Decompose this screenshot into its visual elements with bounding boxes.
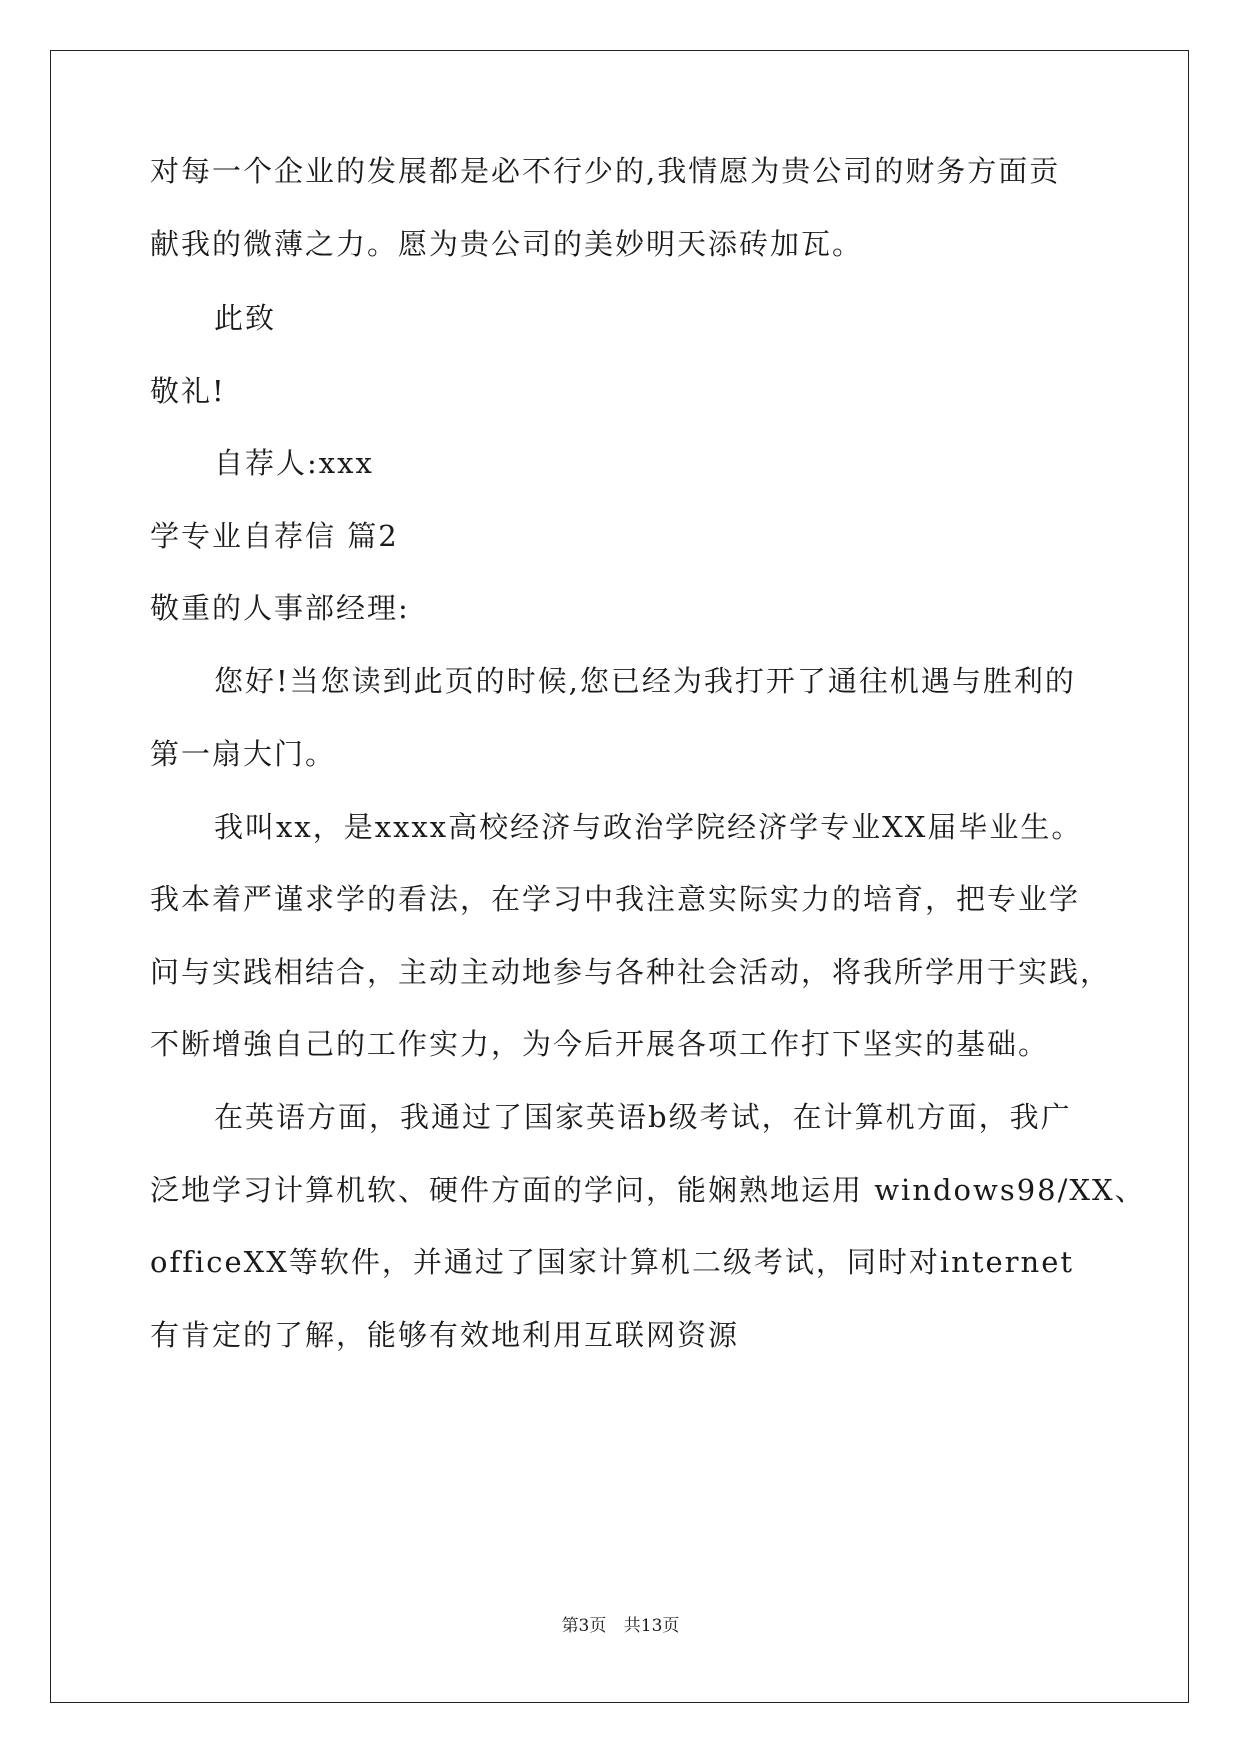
body-line: 泛地学习计算机软、硬件方面的学问，能娴熟地运用 windows98/XX、 xyxy=(150,1173,1146,1207)
page-number: 第3页 xyxy=(561,1616,607,1636)
body-line: 第一扇大门。 xyxy=(150,737,337,771)
body-line: 对每一个企业的发展都是必不行少的,我情愿为贵公司的财务方面贡 xyxy=(150,154,1061,188)
body-line: 您好!当您读到此页的时候,您已经为我打开了通往机遇与胜利的 xyxy=(214,664,1076,698)
body-line: 问与实践相结合，主动主动地参与各种社会活动，将我所学用于实践， xyxy=(150,955,1112,989)
signature-line: 自荐人:xxx xyxy=(214,446,374,480)
body-line: 有肯定的了解，能够有效地利用互联网资源 xyxy=(150,1318,740,1352)
page-total: 共13页 xyxy=(623,1616,680,1636)
page-footer xyxy=(0,1614,1241,1638)
body-line: 不断增強自己的工作实力，为今后开展各项工作打下坚实的基础。 xyxy=(150,1027,1050,1061)
body-line: 我叫xx，是xxxx高校经济与政治学院经济学专业XX届毕业生。 xyxy=(214,810,1083,844)
greeting-line: 敬重的人事部经理: xyxy=(150,591,410,625)
body-line: 献我的微薄之力。愿为贵公司的美妙明天添砖加瓦。 xyxy=(150,227,864,261)
body-line: 我本着严谨求学的看法，在学习中我注意实际实力的培育，把专业学 xyxy=(150,882,1081,916)
closing-respect: 敬礼! xyxy=(150,374,226,408)
body-line: officeXX等软件，并通过了国家计算机二级考试，同时对internet xyxy=(150,1245,1075,1279)
closing-salutation: 此致 xyxy=(214,301,277,335)
body-line: 在英语方面，我通过了国家英语b级考试，在计算机方面，我广 xyxy=(214,1100,1072,1134)
section-heading: 学专业自荐信 篇2 xyxy=(150,519,399,553)
